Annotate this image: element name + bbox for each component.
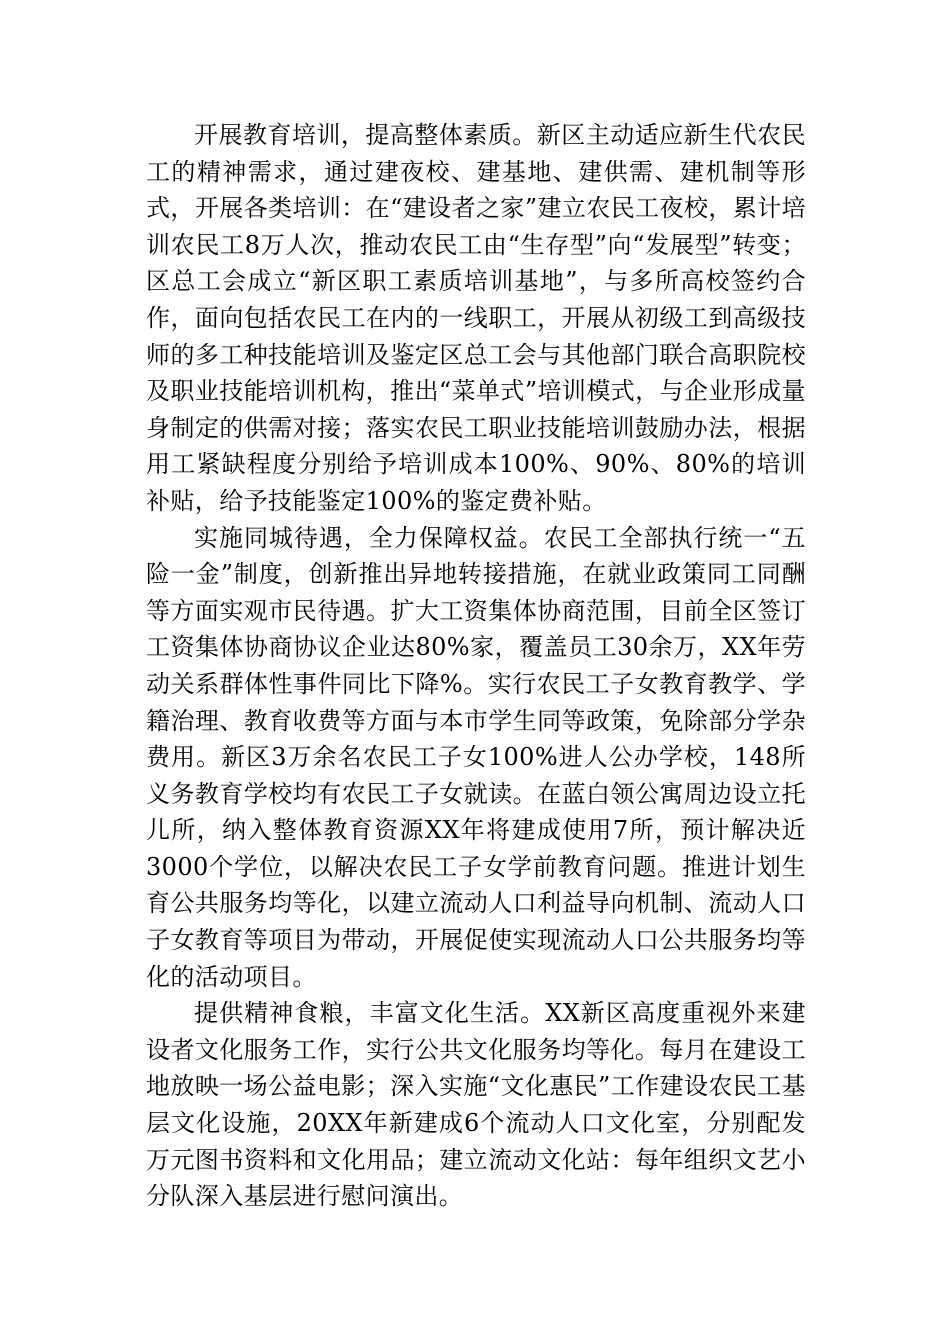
document-body — [146, 117, 806, 1215]
paragraph-education-training: 开展教育培训，提高整体素质。新区主动适应新生代农民工的精神需求，通过建夜校、建基地、建供需、建机制等形式，开展各类培训：在“建设者之家”建立农民工夜校，累计培训农民工8万人次，推动农民工由“生存型”向“发展型”转变；区总工会成立“新区职工素质培训基地”，与多所高校签约合作，面向包括农民工在内的一线职工，开展从初级工到高级技师的多工种技能培训及鉴定区总工会与其他部门联合高职院校及职业技能培训机构，推出“菜单式”培训模式，与企业形成量身制定的供需对接；落实农民工职业技能培训鼓励办法，根据用工紧缺程度分别给予培训成本100%、90%、80%的培训补贴，给予技能鉴定100%的鉴定费补贴。 — [146, 121, 806, 515]
paragraph-cultural-life: 提供精神食粮，丰富文化生活。XX新区高度重视外来建设者文化服务工作，实行公共文化服务均等化。每月在建设工地放映一场公益电影；深入实施“文化惠民”工作建设农民工基层文化设施，20XX年新建成6个流动人口文化室，分别配发万元图书资料和文化用品；建立流动文化站：每年组织文艺小分队深入基层进行慰问演出。 — [146, 999, 806, 1211]
paragraph-equal-treatment: 实施同城待遇，全力保障权益。农民工全部执行统一“五险一金”制度，创新推出异地转接措施，在就业政策同工同酬等方面实观市民待遇。扩大工资集体协商范围，目前全区签订工资集体协商协议企业达80%家，覆盖员工30余万，XX年劳动关系群体性事件同比下降%。实行农民工子女教育教学、学籍治理、教育收费等方面与本市学生同等政策，免除部分学杂费用。新区3万余名农民工子女100%进人公办学校，148所义务教育学校均有农民工子女就读。在蓝白领公寓周边设立托儿所，纳入整体教育资源XX年将建成使用7所，预计解决近3000个学位，以解决农民工子女学前教育问题。推进计划生育公共服务均等化，以建立流动人口利益导向机制、流动人口子女教育等项目为带动，开展促使实现流动人口公共服务均等化的活动项目。 — [146, 523, 806, 991]
